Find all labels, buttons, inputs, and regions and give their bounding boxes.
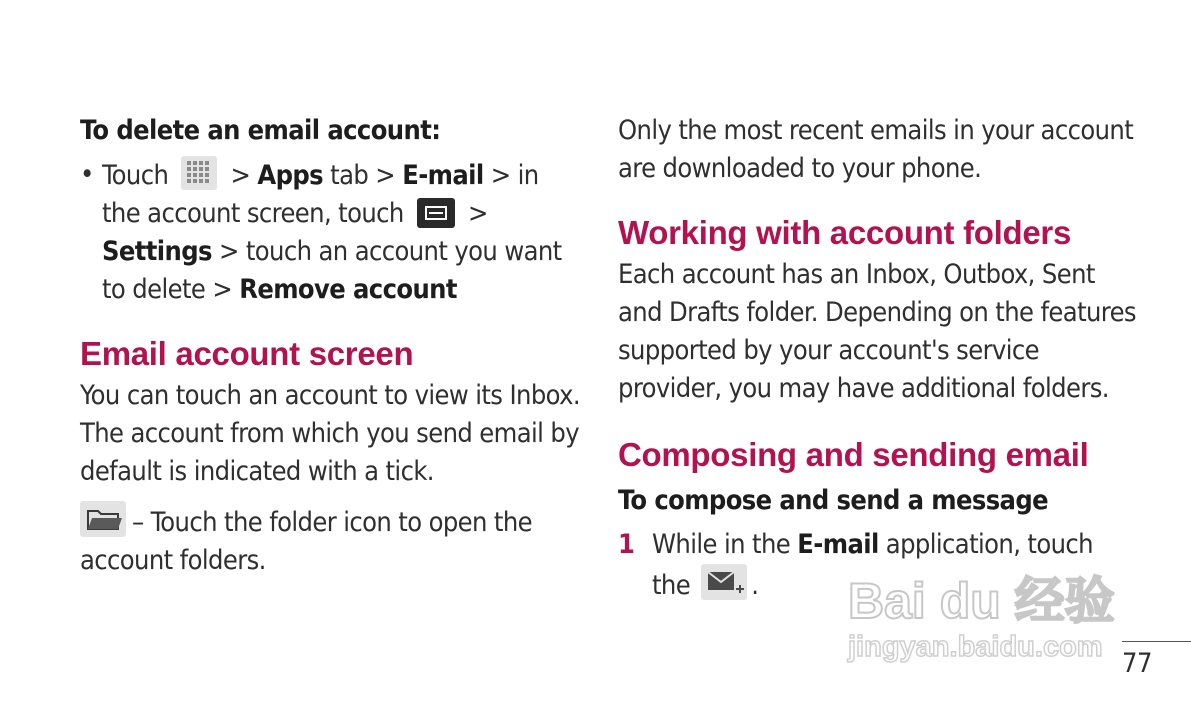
right-column xyxy=(618,112,1138,605)
folder-instruction: – Touch the folder icon to open the account folders. xyxy=(80,501,580,580)
composing-email-title: Composing and sending email xyxy=(618,436,1089,473)
account-folders-title: Working with account folders xyxy=(618,214,1072,251)
baidu-watermark xyxy=(842,570,1122,670)
email-account-screen-title: Email account screen xyxy=(80,335,414,372)
folder-icon xyxy=(80,501,126,537)
watermark-logo-text: Bai du 经验 xyxy=(848,573,1115,629)
delete-account-instructions: Touch > Apps tab > E-mail > in the account screen, touch > Settings > touch an account you want to delete > Remove account xyxy=(102,156,580,309)
bullet-dot: • xyxy=(80,159,95,190)
apps-grid-icon xyxy=(181,156,217,190)
remove-account-label: Remove account xyxy=(239,274,457,305)
left-column xyxy=(80,112,580,580)
page-number-rule xyxy=(1122,641,1191,642)
watermark-url-text: jingyan.baidu.com xyxy=(848,631,1103,663)
email-label: E-mail xyxy=(402,160,484,191)
email-app-label: E-mail xyxy=(797,529,879,560)
compose-email-icon xyxy=(701,564,747,600)
step-text: While in the E-mail application, touch the . xyxy=(652,529,1093,601)
apps-label: Apps xyxy=(257,160,324,191)
step-number: 1 xyxy=(618,529,635,560)
email-account-screen-paragraph: You can touch an account to view its Inbox. The account from which you send email by default is indicated with a tick. xyxy=(80,380,580,487)
delete-account-bullet xyxy=(80,156,580,309)
account-folders-paragraph: Each account has an Inbox, Outbox, Sent and Drafts folder. Depending on the features supported by your account's service provider, you may have additional folders. xyxy=(618,259,1136,404)
recent-emails-paragraph: Only the most recent emails in your account are downloaded to your phone. xyxy=(618,115,1134,184)
delete-account-heading: To delete an email account: xyxy=(80,115,441,146)
page-number: 77 xyxy=(1122,648,1152,679)
menu-key-icon xyxy=(417,198,455,228)
compose-subheading: To compose and send a message xyxy=(618,485,1049,516)
settings-label: Settings xyxy=(102,236,212,267)
